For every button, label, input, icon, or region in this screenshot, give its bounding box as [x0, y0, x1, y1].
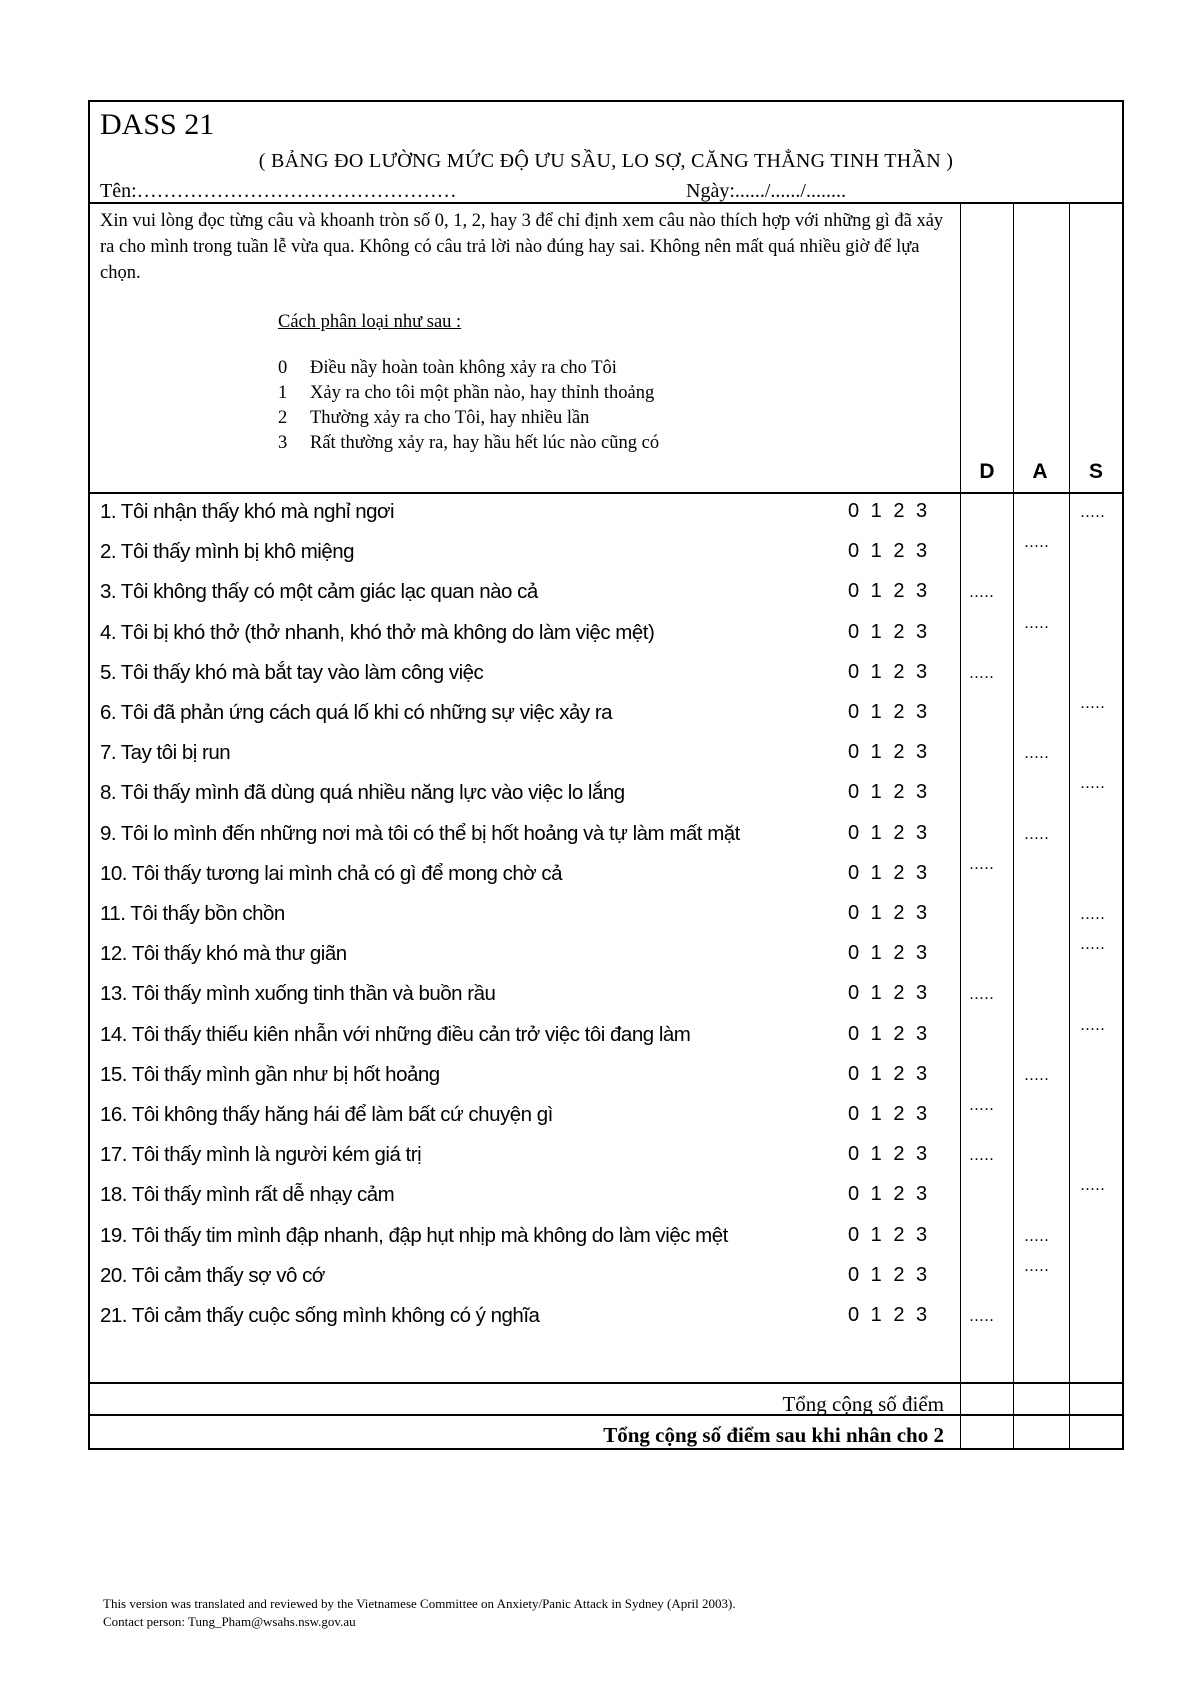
form-subtitle: ( BẢNG ĐO LƯỜNG MỨC ĐỘ ƯU SẦU, LO SỢ, CĂNG THẲNG TINH THẦN ) [258, 150, 954, 172]
score-blank-s[interactable]: ..... [1080, 695, 1106, 712]
question-row [100, 701, 870, 725]
form-title: DASS 21 [100, 108, 215, 141]
footer-contact: Contact person: Tung_Pham@wsahs.nsw.gov.au [103, 1614, 356, 1629]
score-blank-a[interactable]: ..... [1024, 1066, 1050, 1084]
question-row [100, 661, 870, 685]
question-row [100, 822, 870, 846]
score-blank-d[interactable]: ..... [969, 664, 995, 682]
question-row [100, 540, 870, 564]
question-row [100, 621, 870, 645]
question-row [100, 982, 870, 1006]
column-divider [1069, 202, 1070, 1450]
question-row [100, 1103, 870, 1127]
question-text: 21. Tôi cảm thấy cuộc sống mình không có ý nghĩa [100, 1304, 540, 1327]
rating-scale[interactable]: 0 1 2 3 [848, 701, 928, 723]
classification-item: 3 Rất thường xảy ra, hay hầu hết lúc nào cũng có [278, 433, 660, 453]
score-blank-a[interactable]: ..... [1024, 1227, 1050, 1245]
question-row [100, 1183, 870, 1207]
question-row [100, 1264, 870, 1288]
question-row [100, 942, 870, 966]
rating-scale[interactable]: 0 1 2 3 [848, 1143, 928, 1166]
column-divider [960, 202, 961, 1450]
score-blank-s[interactable]: ..... [1080, 936, 1106, 954]
question-text: 18. Tôi thấy mình rất dễ nhạy cảm [100, 1183, 395, 1207]
question-text: 6. Tôi đã phản ứng cách quá lố khi có những sự việc xảy ra [100, 701, 613, 724]
rating-scale[interactable]: 0 1 2 3 [848, 1022, 928, 1045]
score-blank-s[interactable]: ..... [1080, 504, 1106, 521]
total-score-label: Tổng cộng số điểm [782, 1392, 944, 1416]
score-blank-s[interactable]: ..... [1080, 775, 1106, 793]
rating-scale[interactable]: 0 1 2 3 [848, 620, 928, 643]
question-text: 16. Tôi không thấy hăng hái để làm bất cứ chuyện gì [100, 1103, 553, 1126]
rating-scale[interactable]: 0 1 2 3 [848, 1103, 928, 1125]
question-row [100, 580, 870, 604]
score-blank-s[interactable]: ..... [1080, 906, 1106, 923]
score-blank-a[interactable]: ..... [1024, 534, 1050, 552]
column-header-d: D [979, 460, 995, 483]
rating-scale[interactable]: 0 1 2 3 [848, 500, 928, 522]
question-row [100, 1304, 870, 1328]
rating-scale[interactable]: 0 1 2 3 [848, 540, 928, 563]
question-text: 5. Tôi thấy khó mà bắt tay vào làm công việc [100, 660, 484, 684]
score-blank-d[interactable]: ..... [969, 855, 995, 873]
question-row [100, 781, 870, 805]
column-header-s: S [1088, 460, 1103, 483]
score-blank-s[interactable]: ..... [1080, 1177, 1106, 1195]
question-text: 8. Tôi thấy mình đã dùng quá nhiều năng lực vào việc lo lắng [100, 781, 625, 805]
classification-title: Cách phân loại như sau : [278, 312, 462, 332]
rating-scale[interactable]: 0 1 2 3 [848, 781, 928, 804]
score-blank-a[interactable]: ..... [1024, 1257, 1050, 1275]
score-blank-d[interactable]: ..... [969, 986, 995, 1004]
question-text: 4. Tôi bị khó thở (thở nhanh, khó thở mà không do làm việc mệt) [100, 620, 655, 644]
rating-scale[interactable]: 0 1 2 3 [848, 741, 928, 764]
dass21-form [88, 100, 1124, 1450]
footer-credit: This version was translated and reviewed by the Vietnamese Committee on Anxiety/Panic Attack in Sydney (April 2003). [103, 1596, 736, 1611]
question-text: 7. Tay tôi bị run [100, 741, 231, 765]
column-divider [1013, 202, 1014, 1450]
rating-scale[interactable]: 0 1 2 3 [848, 660, 928, 683]
question-text: 19. Tôi thấy tim mình đập nhanh, đập hụt nhịp mà không do làm việc mệt [100, 1223, 728, 1247]
score-blank-a[interactable]: ..... [1024, 825, 1050, 843]
column-header-a: A [1032, 460, 1048, 483]
rating-scale[interactable]: 0 1 2 3 [848, 1263, 928, 1286]
classification-item: 0 Điều nầy hoàn toàn không xảy ra cho Tôi [278, 358, 617, 378]
question-text: 13. Tôi thấy mình xuống tinh thần và buồn rầu [100, 982, 496, 1006]
rating-scale[interactable]: 0 1 2 3 [848, 1062, 928, 1085]
question-text: 14. Tôi thấy thiếu kiên nhẫn với những điều cản trở việc tôi đang làm [100, 1022, 691, 1046]
rating-scale[interactable]: 0 1 2 3 [848, 1183, 928, 1206]
score-blank-s[interactable]: ..... [1080, 1016, 1106, 1034]
total-divider [90, 1382, 1122, 1384]
question-text: 3. Tôi không thấy có một cảm giác lạc quan nào cả [100, 580, 538, 604]
question-text: 9. Tôi lo mình đến những nơi mà tôi có thể bị hốt hoảng và tự làm mất mặt [100, 821, 740, 845]
rating-scale[interactable]: 0 1 2 3 [848, 580, 928, 603]
rating-scale[interactable]: 0 1 2 3 [848, 1223, 928, 1246]
question-row [100, 1063, 870, 1087]
total-score-x2-label: Tổng cộng số điểm sau khi nhân cho 2 [603, 1423, 944, 1447]
score-blank-d[interactable]: ..... [969, 584, 995, 602]
question-text: 10. Tôi thấy tương lai mình chả có gì để mong chờ cả [100, 861, 563, 885]
question-row [100, 862, 870, 886]
score-blank-d[interactable]: ..... [969, 1308, 995, 1325]
question-row [100, 902, 870, 926]
name-field[interactable]: Tên:………………………………………… [100, 180, 457, 202]
rating-scale[interactable]: 0 1 2 3 [848, 902, 928, 924]
question-row [100, 1023, 870, 1047]
score-blank-d[interactable]: ..... [969, 1097, 995, 1114]
instructions-text: Xin vui lòng đọc từng câu và khoanh tròn số 0, 1, 2, hay 3 để chỉ định xem câu nào thích hợp với những gì đã xảy ra cho mình trong tuần lễ vừa qua. Không có câu trả lời nào đúng hay sai. Không nên mất quá nhiều giờ để lựa chọn. [100, 211, 944, 283]
question-row [100, 1224, 870, 1248]
question-row [100, 500, 870, 524]
question-text: 12. Tôi thấy khó mà thư giãn [100, 942, 347, 966]
question-text: 17. Tôi thấy mình là người kém giá trị [100, 1143, 422, 1167]
date-field[interactable]: Ngày:....../....../........ [686, 180, 846, 202]
footer [103, 1595, 736, 1631]
question-text: 1. Tôi nhận thấy khó mà nghỉ ngơi [100, 500, 395, 523]
rating-scale[interactable]: 0 1 2 3 [848, 1304, 928, 1326]
header-divider [90, 202, 1122, 204]
total-x2-divider [90, 1414, 1122, 1416]
question-text: 11. Tôi thấy bồn chồn [100, 902, 285, 925]
rating-scale[interactable]: 0 1 2 3 [848, 821, 928, 844]
question-text: 2. Tôi thấy mình bị khô miệng [100, 540, 355, 564]
rating-scale[interactable]: 0 1 2 3 [848, 861, 928, 884]
score-blank-a[interactable]: ..... [1024, 614, 1050, 632]
classification-item: 1 Xảy ra cho tôi một phần nào, hay thỉnh thoảng [278, 383, 655, 403]
rating-scale[interactable]: 0 1 2 3 [848, 982, 928, 1005]
question-row [100, 1143, 870, 1167]
question-text: 20. Tôi cảm thấy sợ vô cớ [100, 1263, 325, 1287]
rating-scale[interactable]: 0 1 2 3 [848, 942, 928, 965]
classification-item: 2 Thường xảy ra cho Tôi, hay nhiều lần [278, 408, 590, 428]
question-text: 15. Tôi thấy mình gần như bị hốt hoảng [100, 1062, 440, 1086]
question-row [100, 741, 870, 765]
score-blank-a[interactable]: ..... [1024, 745, 1050, 763]
score-blank-d[interactable]: ..... [969, 1147, 995, 1165]
items-divider [90, 492, 1122, 494]
